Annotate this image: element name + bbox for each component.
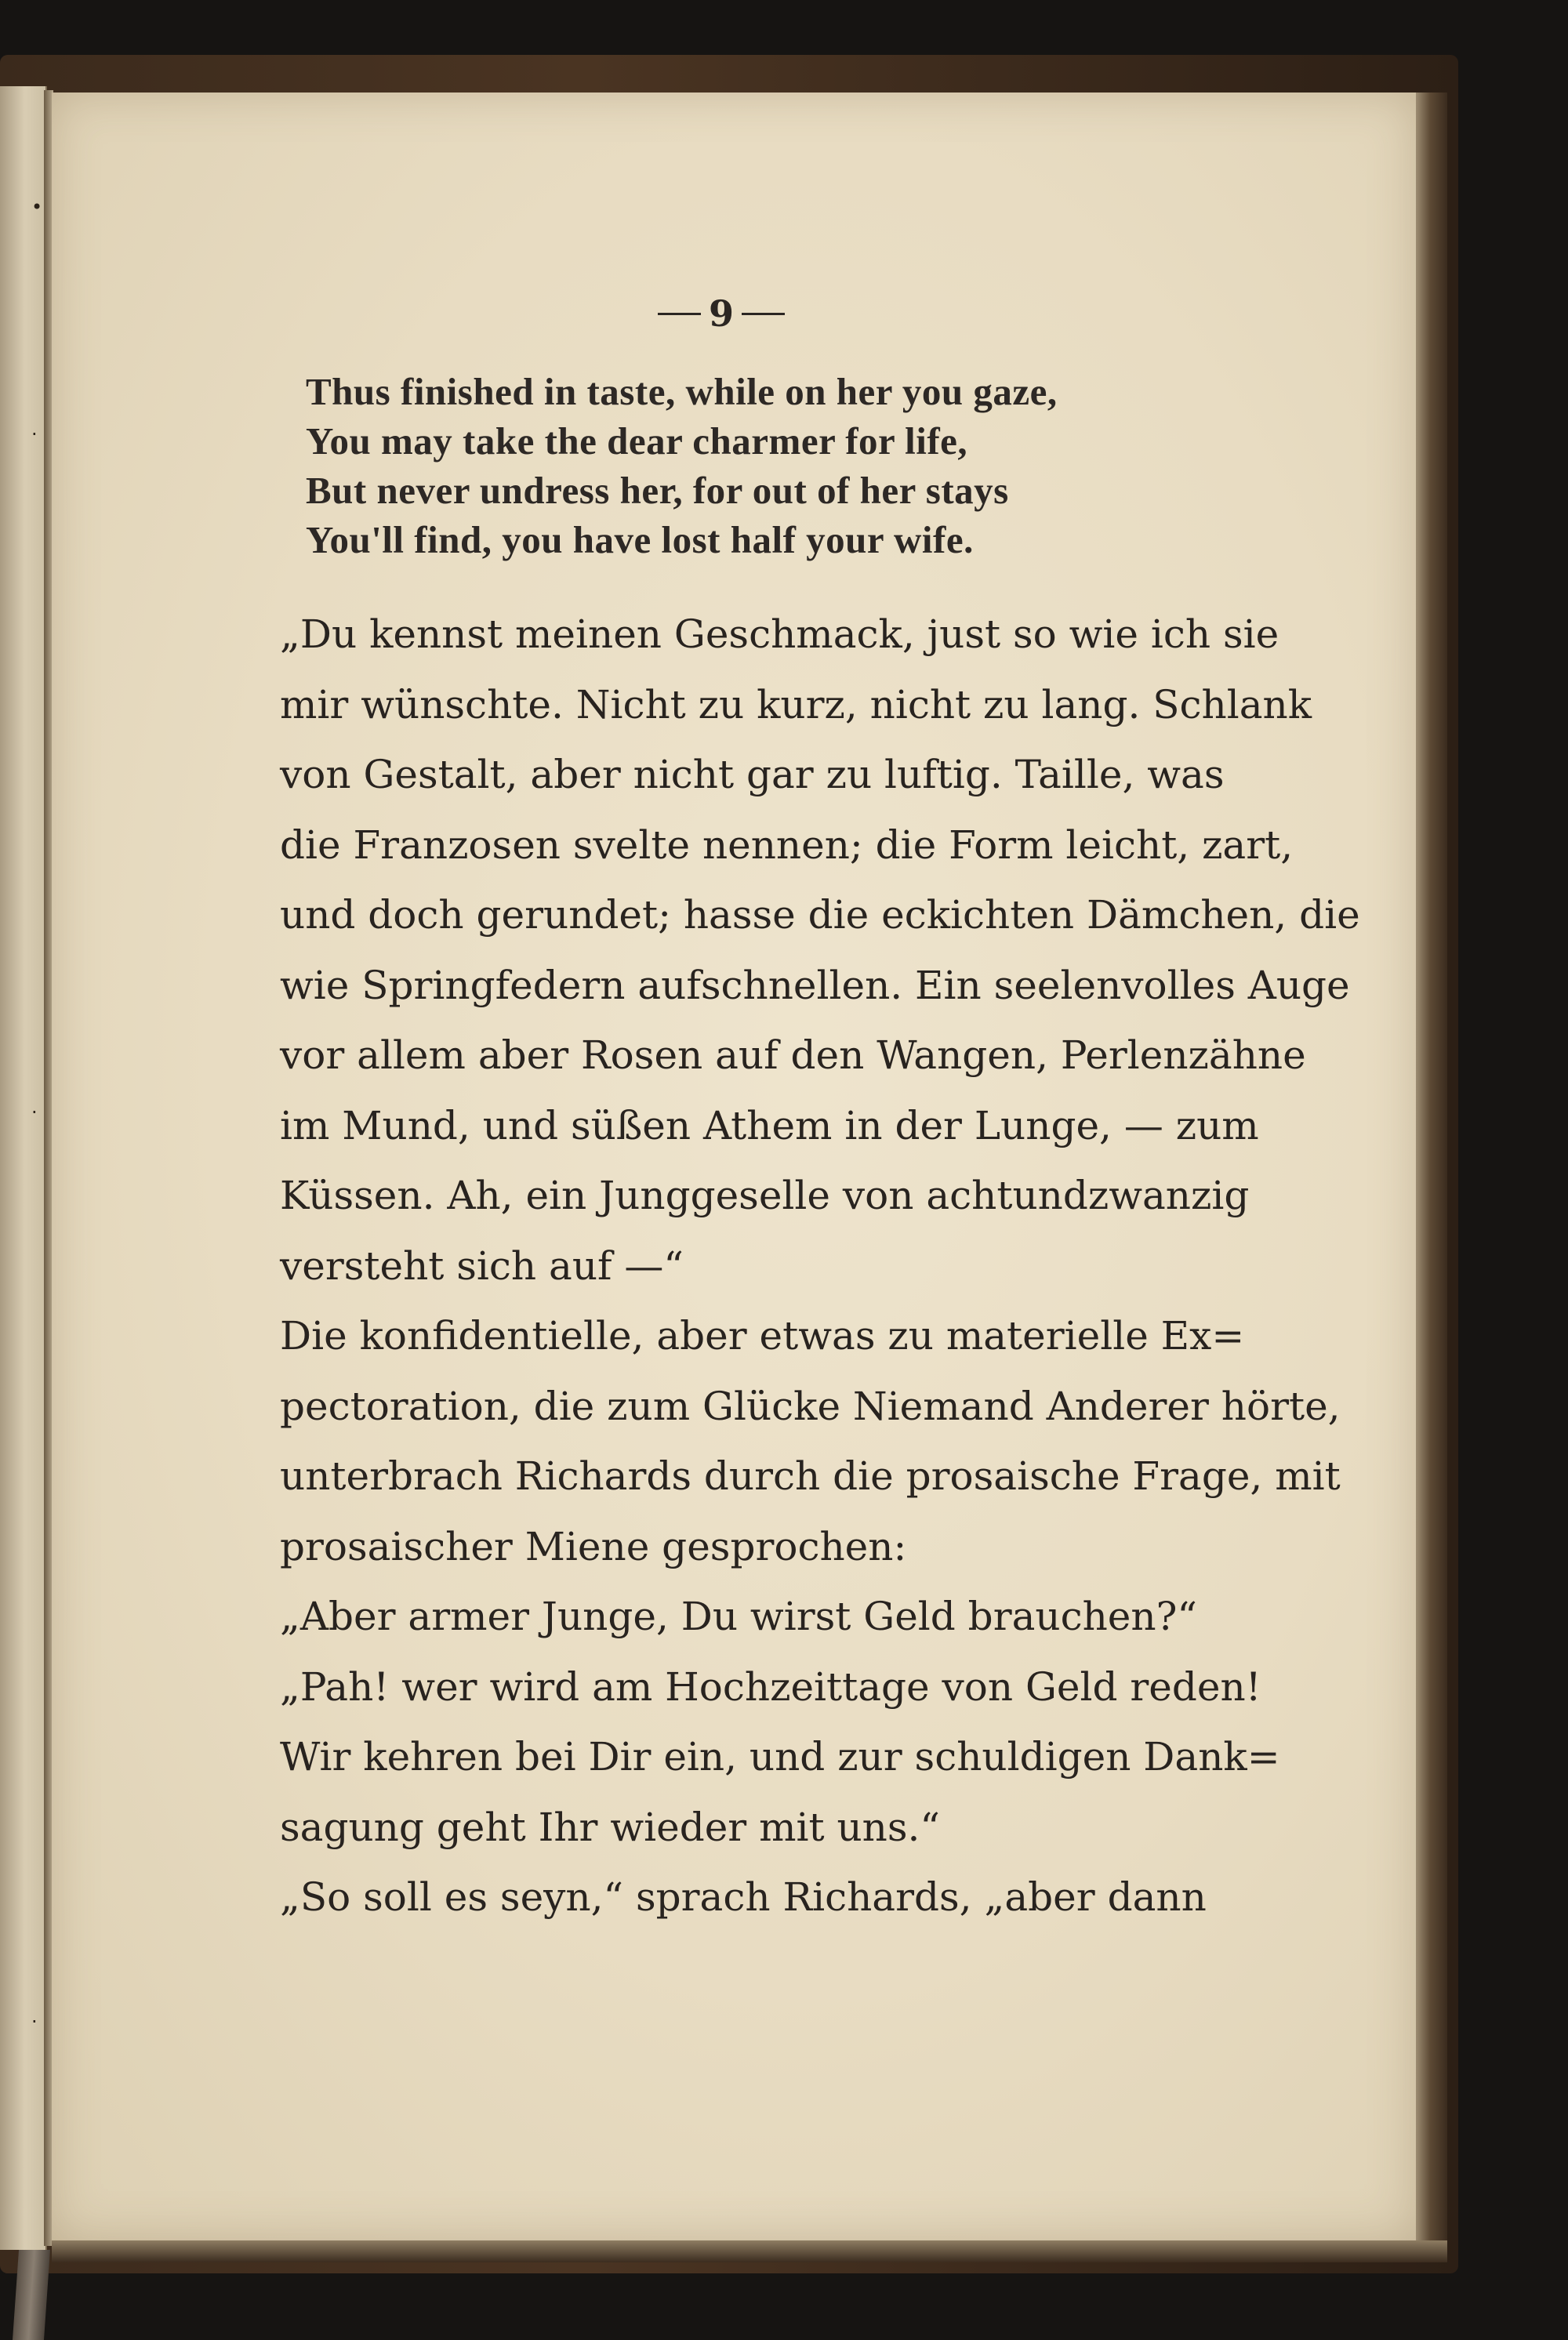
text-line: pectoration, die zum Glücke Niemand Anderer hörte, [280, 1383, 1341, 1429]
paragraph [231, 600, 1360, 1301]
text-line: mir wünschte. Nicht zu kurz, nicht zu lang. Schlank [280, 681, 1312, 727]
text-line: unterbrach Richards durch die prosaische Frage, mit [280, 1453, 1341, 1499]
text-line: vor allem aber Rosen auf den Wangen, Perlenzähne [280, 1032, 1306, 1078]
text-line: „So soll es seyn,“ sprach Richards, „aber dann [280, 1874, 1207, 1920]
text-line: „Aber armer Junge, Du wirst Geld brauchen?“ [280, 1594, 1197, 1639]
margin-mark: · [31, 423, 38, 445]
text-line: prosaischer Miene gesprochen: [280, 1523, 907, 1569]
page-number-header [627, 286, 815, 341]
text-line: Küssen. Ah, ein Junggeselle von achtundzwanzig [280, 1173, 1250, 1218]
english-verse [306, 367, 1207, 564]
paragraph [231, 1582, 1200, 1653]
verse-line: You'll find, you have lost half your wife. [306, 518, 974, 561]
ornament-right-icon [742, 313, 785, 315]
text-line: von Gestalt, aber nicht gar zu luftig. Taille, was [280, 752, 1225, 797]
text-line: Wir kehren bei Dir ein, und zur schuldigen Dank= [280, 1734, 1280, 1779]
paragraph [231, 1301, 1341, 1582]
text-line: und doch gerundet; hasse die eckichten Dämchen, die [280, 892, 1360, 938]
paragraph [231, 1653, 1280, 1863]
text-line: versteht sich auf —“ [280, 1243, 684, 1289]
text-line: sagung geht Ihr wieder mit uns.“ [280, 1804, 940, 1850]
text-line: wie Springfedern aufschnellen. Ein seelenvolles Auge [280, 962, 1350, 1008]
text-line: die Franzosen svelte nennen; die Form leicht, zart, [280, 822, 1294, 868]
verse-line: But never undress her, for out of her stays [306, 469, 1009, 512]
margin-mark: · [31, 1101, 38, 1123]
text-line: Die konfidentielle, aber etwas zu materielle Ex= [280, 1313, 1245, 1359]
text-line: „Du kennst meinen Geschmack, just so wie ich sie [280, 611, 1279, 657]
text-line: im Mund, und süßen Athem in der Lunge, — zum [280, 1102, 1259, 1148]
verse-line: Thus finished in taste, while on her you gaze, [306, 370, 1058, 413]
verse-line: You may take the dear charmer for life, [306, 419, 968, 463]
margin-mark: · [31, 2011, 38, 2033]
margin-mark: • [31, 196, 43, 218]
ornament-left-icon [658, 313, 701, 315]
text-line: „Pah! wer wird am Hochzeittage von Geld reden! [280, 1663, 1261, 1710]
body-text [231, 600, 1360, 1933]
paragraph [231, 1863, 1207, 1933]
page-number: 9 [708, 292, 734, 335]
